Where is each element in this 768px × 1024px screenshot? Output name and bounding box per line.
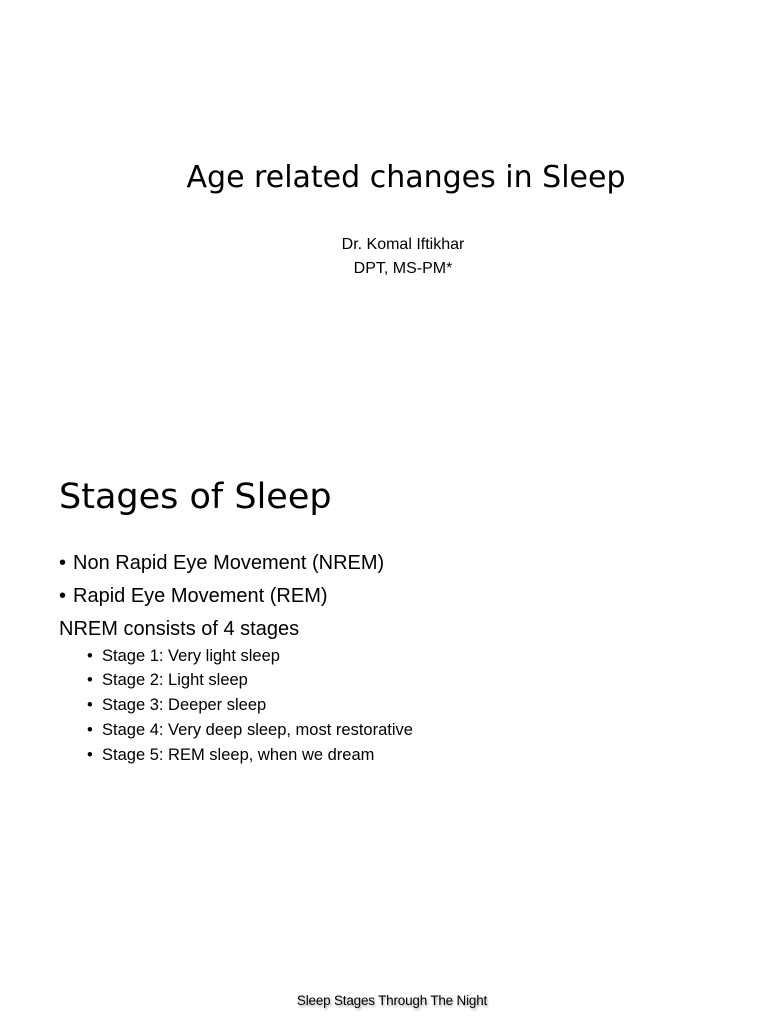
bullet-icon: • <box>59 552 67 574</box>
author-credentials: DPT, MS-PM* <box>353 260 453 277</box>
stage-item <box>87 645 280 667</box>
stage-text: Stage 2: Light sleep <box>102 671 248 689</box>
stage-text: Stage 5: REM sleep, when we dream <box>102 746 375 764</box>
stage-text: Stage 4: Very deep sleep, most restorative <box>102 721 413 739</box>
bullet-icon: • <box>87 721 93 739</box>
stage-text: Stage 1: Very light sleep <box>102 647 280 665</box>
bullet-item <box>59 583 328 609</box>
stage-text: Stage 3: Deeper sleep <box>102 696 267 714</box>
stage-item <box>87 744 374 766</box>
stage-item <box>87 719 413 741</box>
bullet-icon: • <box>87 647 93 665</box>
bullet-text: Rapid Eye Movement (REM) <box>73 585 328 607</box>
bullet-icon: • <box>87 746 93 764</box>
author-name: Dr. Komal Iftikhar <box>341 236 465 253</box>
bullet-icon: • <box>59 585 67 607</box>
bullet-icon: • <box>87 671 93 689</box>
stage-item <box>87 694 266 716</box>
bullet-item <box>59 550 384 576</box>
presentation-title: Age related changes in Sleep <box>186 160 626 195</box>
nrem-intro: NREM consists of 4 stages <box>59 618 300 640</box>
bullet-text: Non Rapid Eye Movement (NREM) <box>73 552 385 574</box>
stage-item <box>87 669 248 691</box>
bullet-icon: • <box>87 696 93 714</box>
slide-heading: Stages of Sleep <box>59 477 332 517</box>
slide-heading: Sleep Stages Through The Night <box>296 993 488 1008</box>
